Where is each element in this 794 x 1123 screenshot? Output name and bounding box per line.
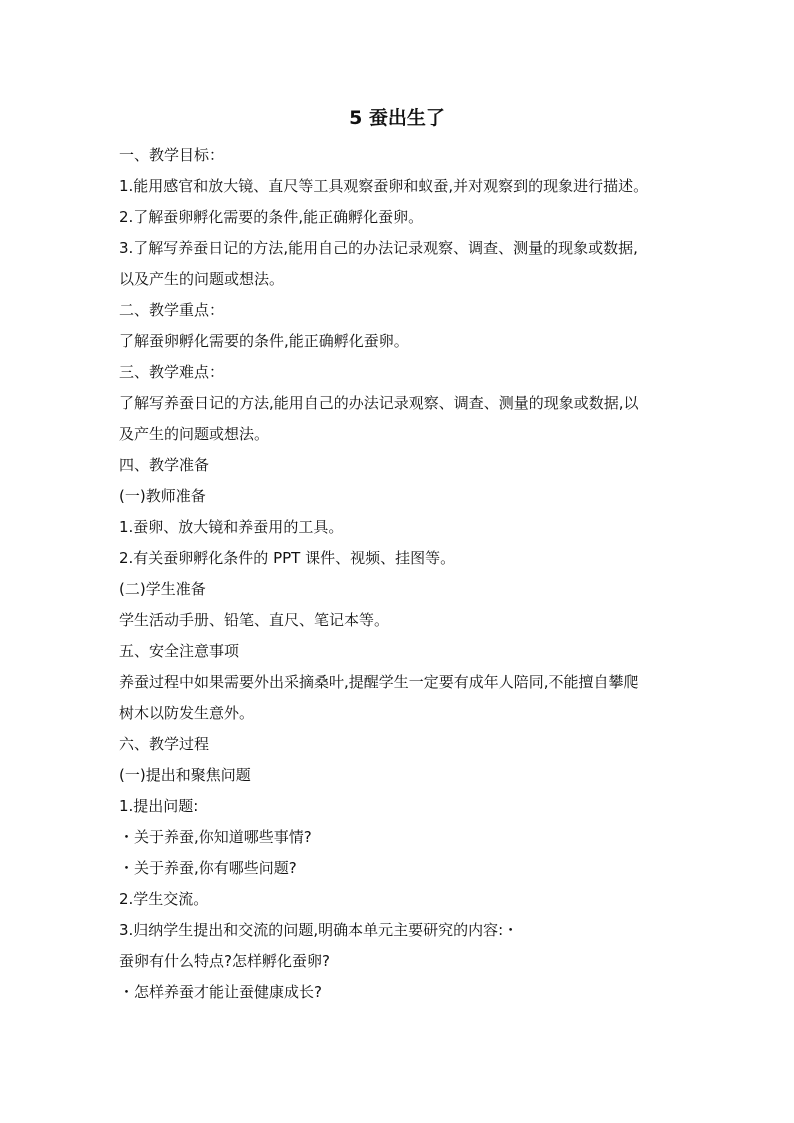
heading-teaching-focus: 二、教学重点： xyxy=(119,301,225,319)
difficulty-line-2: 及产生的问题或想法。 xyxy=(119,425,270,443)
process-step-2: 2.学生交流。 xyxy=(119,890,209,908)
heading-teaching-preparation: 四、教学准备 xyxy=(119,456,210,474)
goal-2: 2.了解蚕卵孵化需要的条件,能正确孵化蚕卵。 xyxy=(119,208,424,226)
research-question-1: 蚕卵有什么特点?怎样孵化蚕卵? xyxy=(119,952,330,970)
goal-3-line-2: 以及产生的问题或想法。 xyxy=(119,270,285,288)
subheading-teacher-preparation: (一)教师准备 xyxy=(119,487,206,505)
teacher-prep-1: 1.蚕卵、放大镜和养蚕用的工具。 xyxy=(119,518,344,536)
safety-line-2: 树木以防发生意外。 xyxy=(119,704,255,722)
process-step-3: 3.归纳学生提出和交流的问题,明确本单元主要研究的内容:・ xyxy=(119,921,519,939)
heading-safety: 五、安全注意事项 xyxy=(119,642,240,660)
safety-line-1: 养蚕过程中如果需要外出采摘桑叶,提醒学生一定要有成年人陪同,不能擅自攀爬 xyxy=(119,673,639,691)
heading-teaching-goals: 一、教学目标： xyxy=(119,146,225,164)
heading-teaching-difficulty: 三、教学难点： xyxy=(119,363,225,381)
bullet-question-1: ・关于养蚕,你知道哪些事情? xyxy=(119,828,312,846)
subheading-student-preparation: (二)学生准备 xyxy=(119,580,206,598)
difficulty-line-1: 了解写养蚕日记的方法,能用自己的办法记录观察、调查、测量的现象或数据,以 xyxy=(119,394,639,412)
document-title: 5 蚕出生了 xyxy=(349,107,445,129)
focus-text: 了解蚕卵孵化需要的条件,能正确孵化蚕卵。 xyxy=(119,332,409,350)
bullet-research-question-2: ・怎样养蚕才能让蚕健康成长? xyxy=(119,983,322,1001)
teacher-prep-2: 2.有关蚕卵孵化条件的 PPT 课件、视频、挂图等。 xyxy=(119,549,456,567)
goal-3-line-1: 3.了解写养蚕日记的方法,能用自己的办法记录观察、调查、测量的现象或数据, xyxy=(119,239,638,257)
process-step-1: 1.提出问题: xyxy=(119,797,199,815)
bullet-question-2: ・关于养蚕,你有哪些问题? xyxy=(119,859,297,877)
student-prep: 学生活动手册、铅笔、直尺、笔记本等。 xyxy=(119,611,390,629)
goal-1: 1.能用感官和放大镜、直尺等工具观察蚕卵和蚁蚕,并对观察到的现象进行描述。 xyxy=(119,177,649,195)
heading-teaching-process: 六、教学过程 xyxy=(119,735,210,753)
subheading-raise-questions: (一)提出和聚焦问题 xyxy=(119,766,251,784)
